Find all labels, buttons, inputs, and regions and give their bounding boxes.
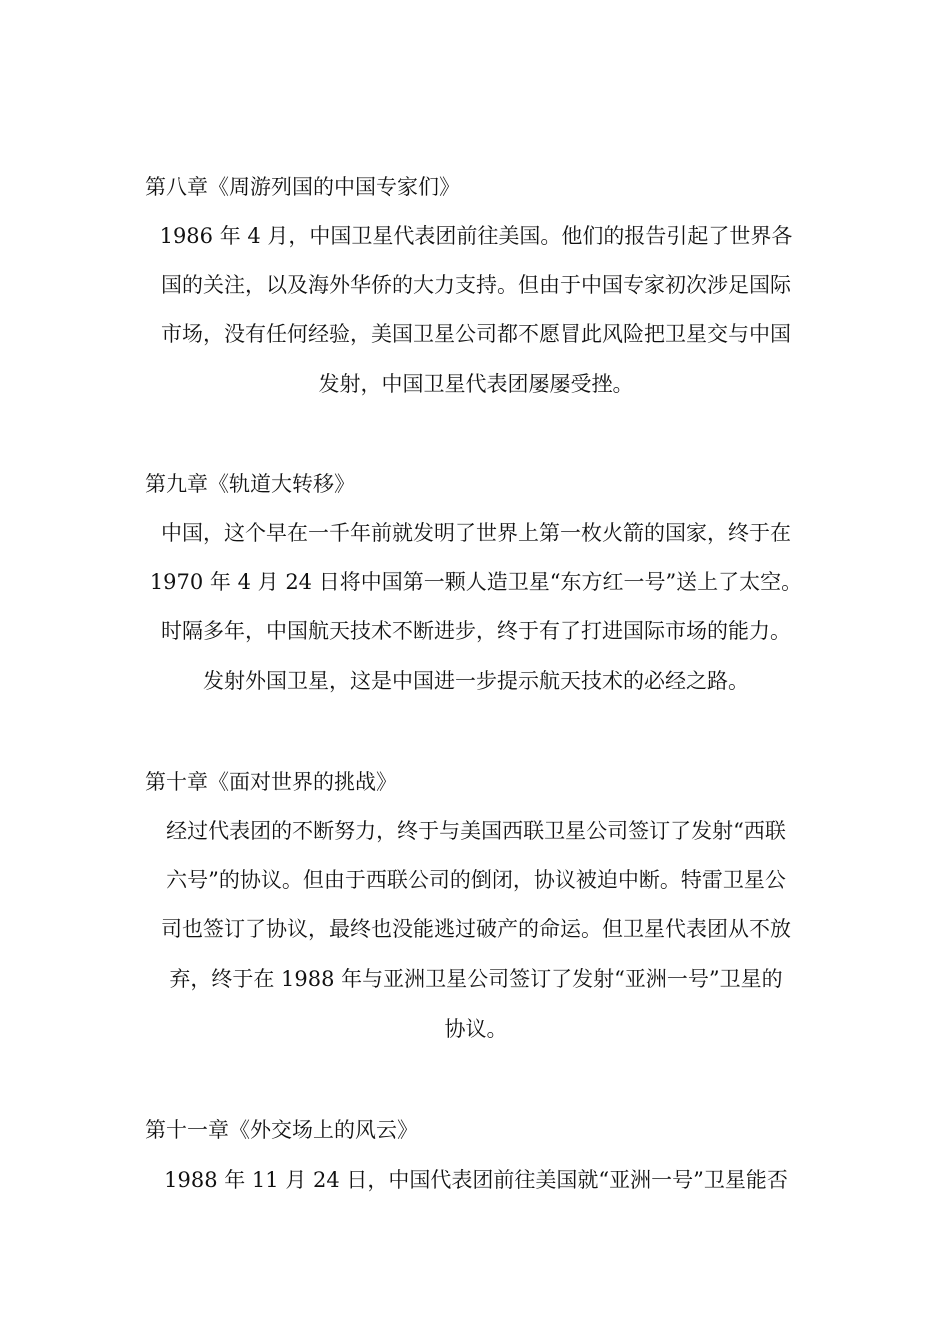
- chapter-8-heading: 第八章《周游列国的中国专家们》: [145, 175, 460, 199]
- paragraph-line: 经过代表团的不断努力，终于与美国西联卫星公司签订了发射“西联: [166, 819, 786, 843]
- paragraph-line: 1970 年 4 月 24 日将中国第一颗人造卫星“东方红一号”送上了太空。: [149, 570, 803, 594]
- paragraph-line: 1986 年 4 月，中国卫星代表团前往美国。他们的报告引起了世界各: [159, 224, 793, 248]
- paragraph-line: 中国，这个早在一千年前就发明了世界上第一枚火箭的国家，终于在: [161, 521, 791, 545]
- paragraph-line: 发射，中国卫星代表团屡屡受挫。: [318, 372, 634, 396]
- paragraph-line: 国的关注，以及海外华侨的大力支持。但由于中国专家初次涉足国际: [161, 273, 791, 297]
- chapter-9-heading: 第九章《轨道大转移》: [145, 472, 355, 496]
- chapter-10-heading: 第十章《面对世界的挑战》: [145, 770, 397, 794]
- paragraph-line: 六号”的协议。但由于西联公司的倒闭，协议被迫中断。特雷卫星公: [166, 868, 786, 892]
- paragraph-line: 协议。: [444, 1017, 508, 1041]
- paragraph-line: 发射外国卫星，这是中国进一步提示航天技术的必经之路。: [203, 669, 749, 693]
- paragraph-line: 弃，终于在 1988 年与亚洲卫星公司签订了发射“亚洲一号”卫星的: [169, 967, 783, 991]
- paragraph-line: 时隔多年，中国航天技术不断进步，终于有了打进国际市场的能力。: [161, 619, 791, 643]
- paragraph-line: 市场，没有任何经验，美国卫星公司都不愿冒此风险把卫星交与中国: [161, 322, 791, 346]
- paragraph-line: 1988 年 11 月 24 日，中国代表团前往美国就“亚洲一号”卫星能否: [164, 1168, 788, 1192]
- paragraph-line: 司也签订了协议，最终也没能逃过破产的命运。但卫星代表团从不放: [161, 917, 791, 941]
- chapter-11-heading: 第十一章《外交场上的风云》: [145, 1118, 418, 1142]
